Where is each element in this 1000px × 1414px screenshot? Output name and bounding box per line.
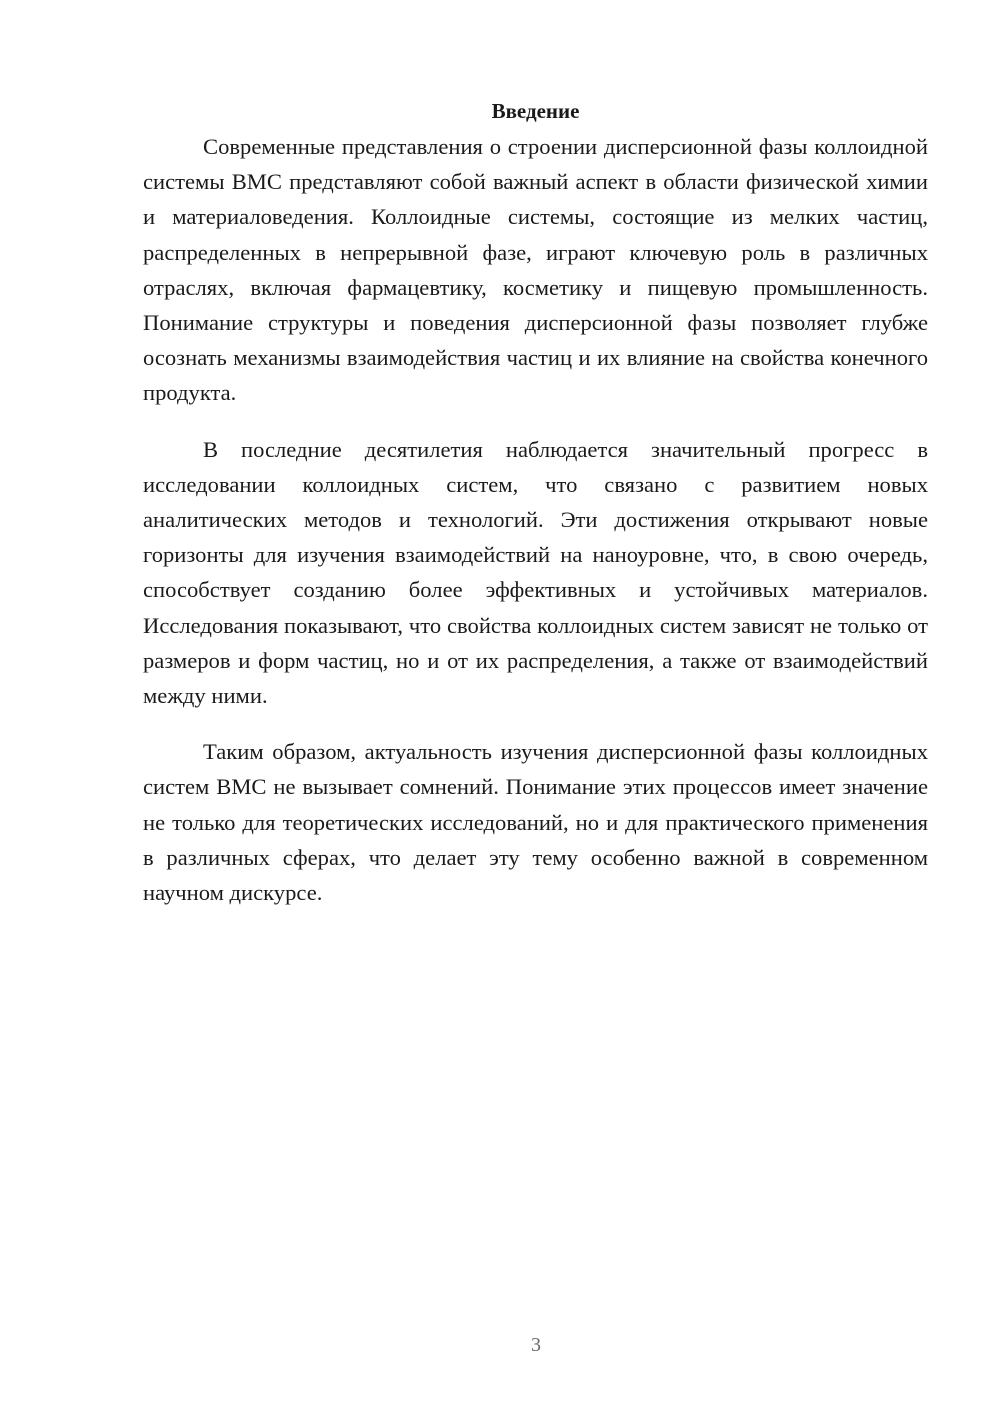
page-number: 3 [531, 1334, 541, 1356]
section-heading: Введение [491, 99, 580, 123]
page-content [143, 94, 928, 910]
paragraph-3: Таким образом, актуальность изучения дисперсионной фазы коллоидных систем ВМС не вызывает сомнений. Понимание этих процессов имеет значение не только для теоретических исследований, но и для практического применения в различных сферах, что делает эту тему особенно важной в современном научном дискурсе. [143, 739, 928, 906]
paragraph-1: Современные представления о строении дисперсионной фазы коллоидной системы ВМС представляют собой важный аспект в области физической химии и материаловедения. Коллоидные системы, состоящие из мелких частиц, распределенных в непрерывной фазе, играют ключевую роль в различных отраслях, включая фармацевтику, косметику и пищевую промышленность. Понимание структуры и поведения дисперсионной фазы позволяет глубже осознать механизмы взаимодействия частиц и их влияние на свойства конечного продукта. [143, 134, 928, 406]
paragraph-2: В последние десятилетия наблюдается значительный прогресс в исследовании коллоидных систем, что связано с развитием новых аналитических методов и технологий. Эти достижения открывают новые горизонты для изучения взаимодействий на наноуровне, что, в свою очередь, способствует созданию более эффективных и устойчивых материалов. Исследования показывают, что свойства коллоидных систем зависят не только от размеров и форм частиц, но и от их распределения, а также от взаимодействий между ними. [143, 436, 928, 709]
